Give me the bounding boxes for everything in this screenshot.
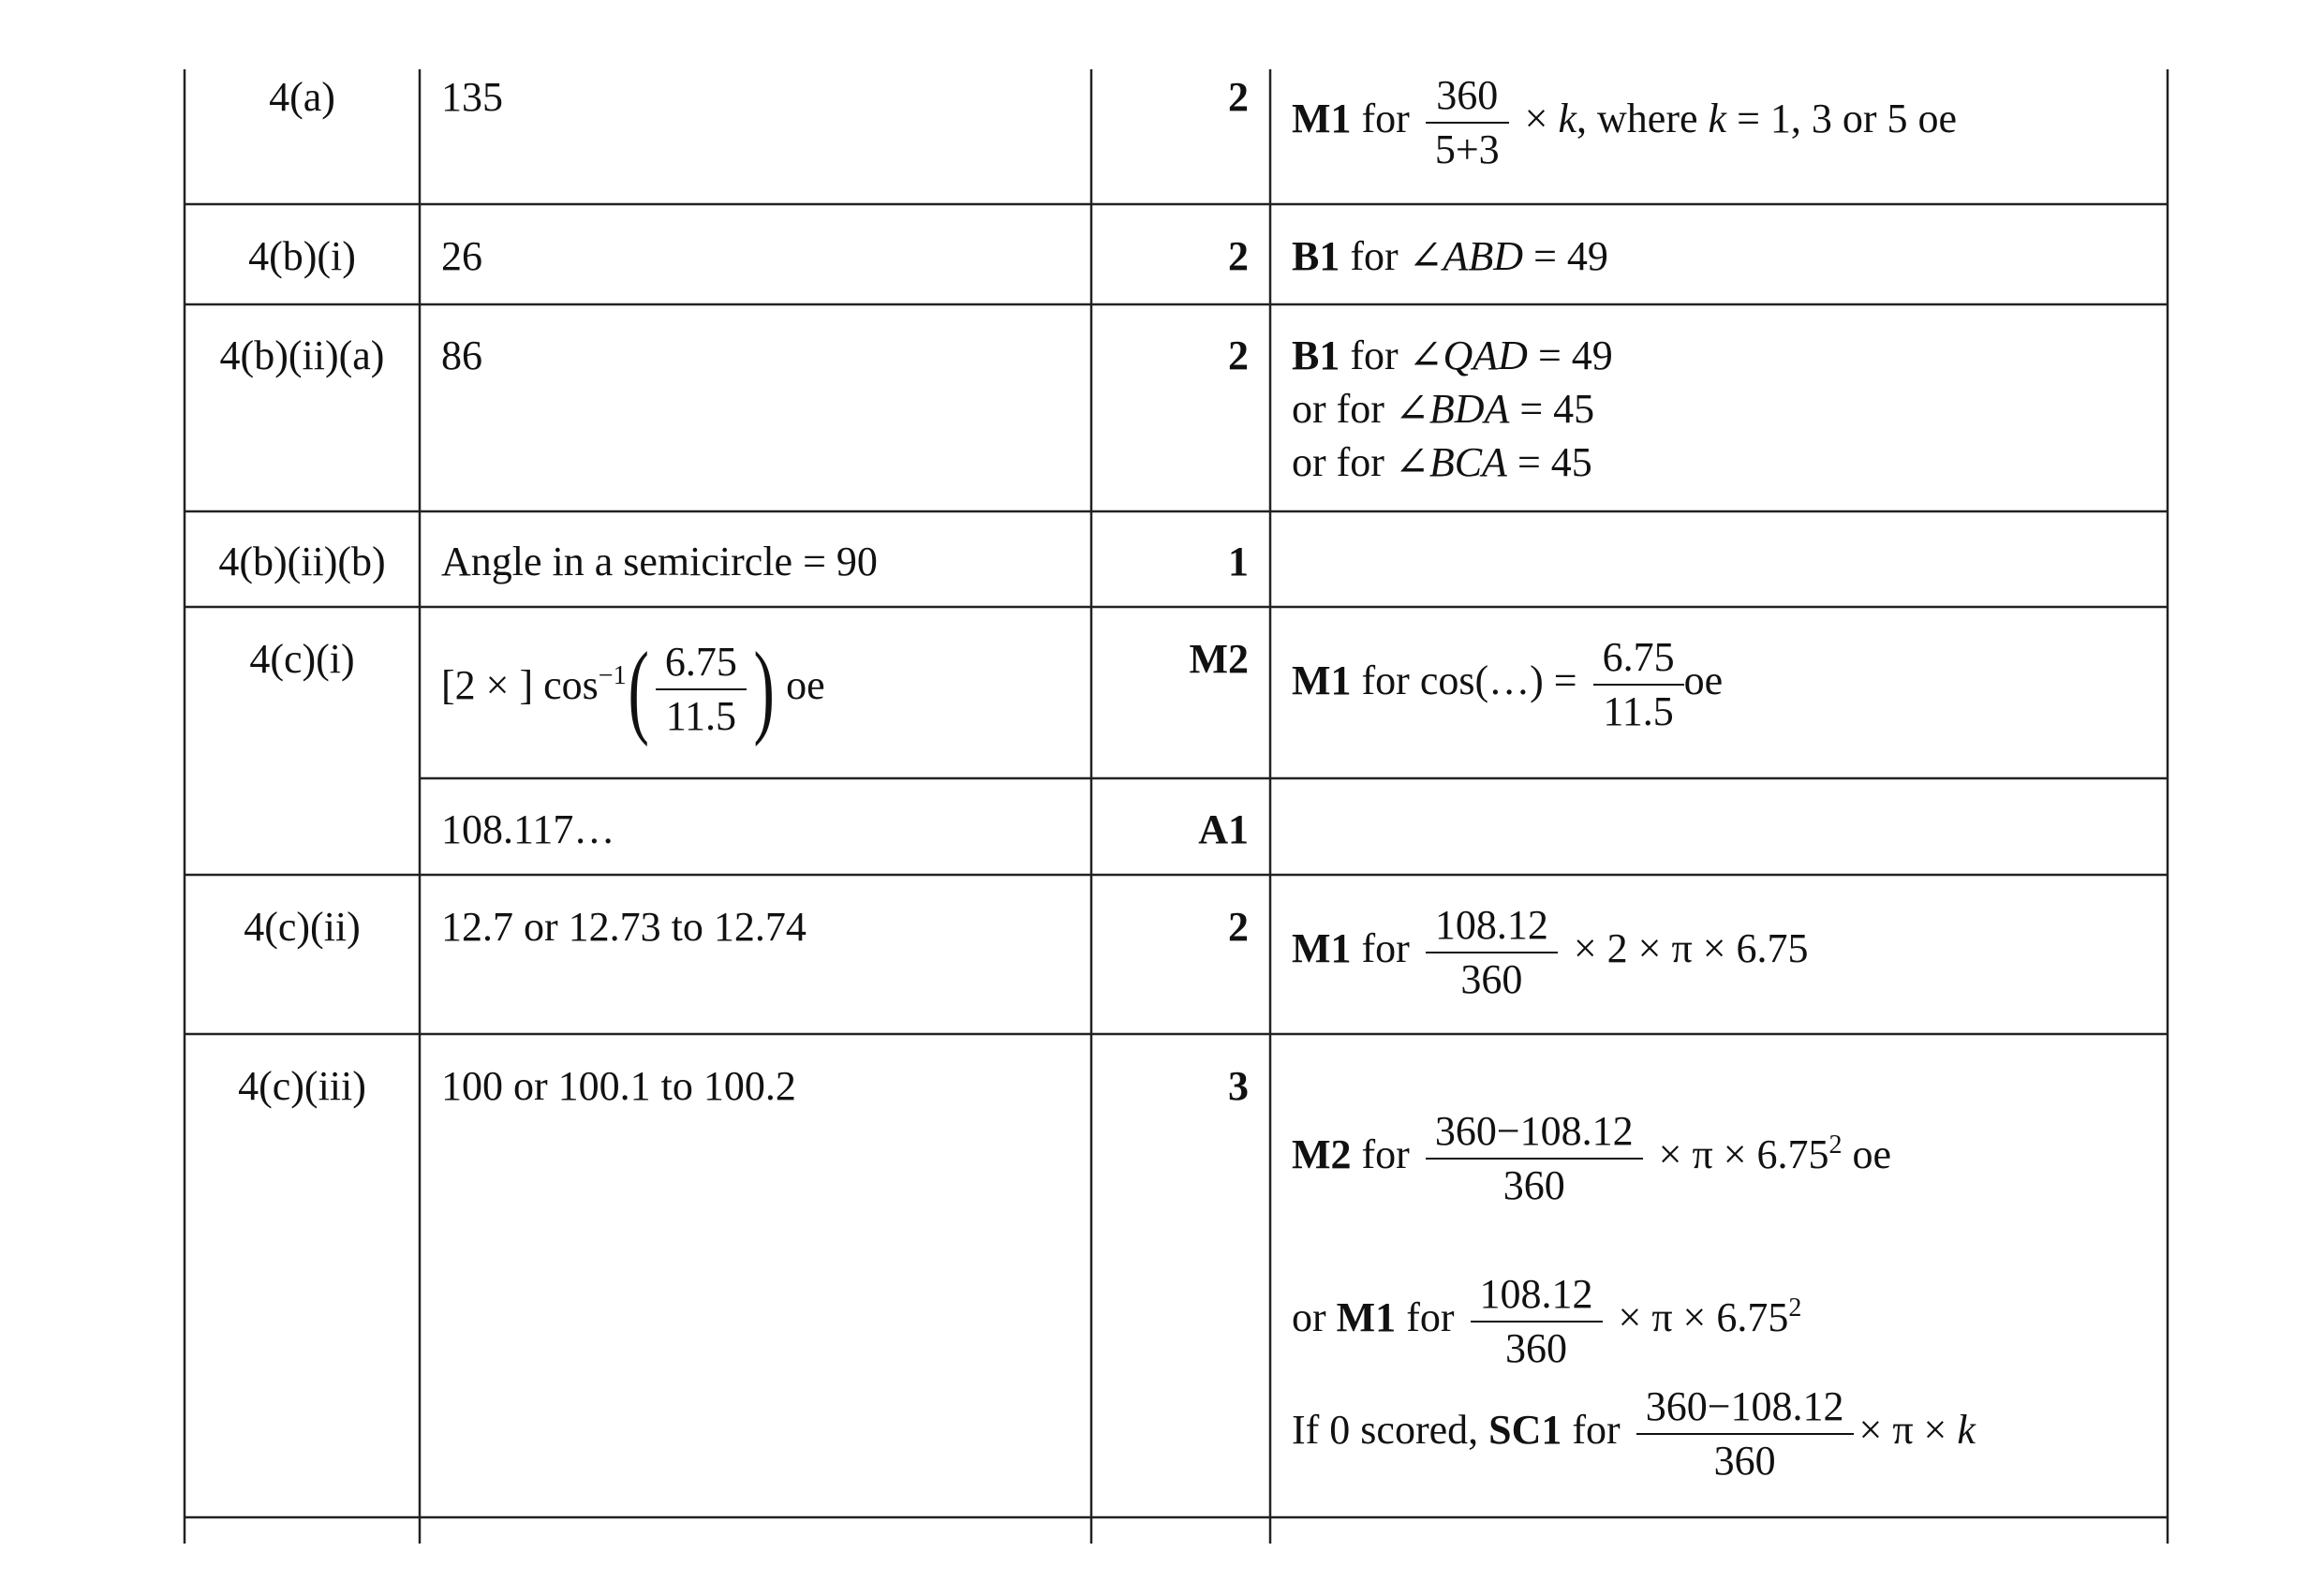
- for-text: for: [1361, 1131, 1410, 1178]
- answer-fragment: oe: [786, 662, 825, 709]
- question-label: 4(a): [269, 74, 335, 120]
- answer-text: 26: [441, 233, 482, 279]
- for-text: for: [1572, 1407, 1621, 1454]
- notes-line: [1292, 386, 1595, 432]
- notes-line: [1292, 332, 1613, 378]
- notes-line: [1292, 1383, 1976, 1484]
- for-text: for: [1361, 925, 1410, 972]
- fraction-numerator: 360−108.12: [1426, 1111, 1643, 1160]
- fraction: [1471, 1271, 1603, 1371]
- notes-line: [1292, 1108, 1892, 1208]
- answer-expression: [441, 631, 825, 747]
- mark-value: 1: [1228, 539, 1249, 584]
- mark-value: 2: [1228, 233, 1249, 279]
- mark-value: 2: [1228, 904, 1249, 950]
- mark-value: M2: [1189, 636, 1249, 682]
- notes-text: [1292, 233, 1608, 279]
- fraction-numerator: 6.75: [656, 642, 747, 690]
- superscript: 2: [1788, 1293, 1802, 1323]
- notes-line: [1292, 1271, 1802, 1371]
- notes-fragment: × π × 6.75: [1618, 1294, 1789, 1341]
- angle-name: BDA: [1428, 386, 1510, 432]
- answer-text: Angle in a semicircle = 90: [441, 539, 878, 584]
- fraction-denominator: 360: [1502, 1162, 1565, 1208]
- answer-text: 86: [441, 332, 482, 378]
- notes-fragment: ×: [1524, 96, 1559, 142]
- fraction-numerator: 6.75: [1593, 637, 1684, 686]
- fraction-numerator: 360−108.12: [1636, 1386, 1854, 1435]
- mark-code: B1: [1292, 332, 1340, 378]
- notes-fragment: = 49: [1523, 233, 1608, 279]
- for-text: for: [1361, 96, 1410, 142]
- fraction: [656, 639, 747, 739]
- notes-fragment: or for ∠: [1292, 439, 1429, 485]
- mark-code: M1: [1292, 658, 1352, 704]
- answer-text: 108.117…: [441, 806, 615, 852]
- mark-code: SC1: [1488, 1407, 1562, 1454]
- fraction-denominator: 11.5: [1603, 688, 1674, 734]
- answer-text: 12.7 or 12.73 to 12.74: [441, 904, 807, 950]
- answer-fragment: [2 × ] cos: [441, 662, 599, 709]
- notes-fragment: = 45: [1509, 386, 1595, 432]
- notes-text: [1292, 902, 1809, 1002]
- mark-value: 3: [1228, 1063, 1249, 1109]
- notes-fragment: for cos(…) =: [1361, 658, 1577, 704]
- for-text: for: [1406, 1294, 1455, 1341]
- notes-fragment: oe: [1683, 658, 1724, 704]
- fraction-numerator: 108.12: [1471, 1274, 1603, 1323]
- notes-fragment: × 2 × π × 6.75: [1573, 925, 1809, 972]
- angle-name: ABD: [1443, 233, 1524, 279]
- notes-fragment: = 1, 3 or 5 oe: [1726, 96, 1958, 142]
- notes-fragment: × π ×: [1858, 1407, 1958, 1454]
- notes-fragment: × π × 6.75: [1658, 1131, 1829, 1178]
- question-label: 4(b)(ii)(a): [219, 332, 385, 378]
- notes-fragment: = 45: [1506, 439, 1592, 485]
- fraction: [1426, 72, 1509, 172]
- notes-fragment: = 49: [1527, 332, 1613, 378]
- answer-text: 135: [441, 74, 503, 120]
- fraction-denominator: 360: [1713, 1438, 1776, 1484]
- question-label: 4(c)(ii): [244, 904, 361, 950]
- fraction: [1636, 1383, 1854, 1484]
- left-paren-icon: (: [628, 631, 649, 747]
- fraction-denominator: 360: [1505, 1325, 1567, 1371]
- question-label: 4(b)(ii)(b): [218, 539, 386, 584]
- mark-value: A1: [1198, 806, 1249, 852]
- variable-k: k: [1957, 1407, 1976, 1454]
- mark-value: 2: [1228, 74, 1249, 120]
- mark-code: M2: [1292, 1131, 1352, 1178]
- fraction: [1426, 1108, 1643, 1208]
- fraction-denominator: 360: [1460, 956, 1523, 1002]
- mark-code: M1: [1292, 925, 1352, 972]
- mark-code: M1: [1292, 96, 1352, 142]
- fraction-numerator: 360: [1426, 75, 1509, 124]
- notes-fragment: , where: [1576, 96, 1709, 142]
- superscript: −1: [598, 661, 627, 691]
- notes-text: [1292, 72, 1958, 172]
- question-label: 4(c)(iii): [238, 1063, 366, 1109]
- notes-text: [1292, 634, 1724, 734]
- notes-line: [1292, 439, 1592, 485]
- notes-fragment: for ∠: [1350, 332, 1443, 378]
- variable-k: k: [1708, 96, 1727, 142]
- question-label: 4(c)(i): [249, 636, 355, 682]
- variable-k: k: [1558, 96, 1577, 142]
- fraction: [1593, 634, 1684, 734]
- notes-fragment: for ∠: [1350, 233, 1443, 279]
- answer-text: 100 or 100.1 to 100.2: [441, 1063, 796, 1109]
- fraction-denominator: 11.5: [665, 693, 737, 739]
- notes-fragment: or for ∠: [1292, 386, 1429, 432]
- mark-value: 2: [1228, 332, 1249, 378]
- mark-code: M1: [1336, 1294, 1397, 1341]
- question-label: 4(b)(i): [248, 233, 356, 279]
- mark-code: B1: [1292, 233, 1340, 279]
- angle-name: BCA: [1428, 439, 1507, 485]
- superscript: 2: [1828, 1130, 1843, 1160]
- fraction-numerator: 108.12: [1426, 905, 1558, 953]
- fraction-denominator: 5+3: [1434, 126, 1500, 172]
- angle-name: QAD: [1443, 332, 1528, 378]
- right-paren-icon: ): [753, 631, 775, 747]
- notes-fragment: oe: [1842, 1131, 1892, 1178]
- notes-fragment: or: [1292, 1294, 1337, 1341]
- notes-fragment: If 0 scored,: [1292, 1407, 1489, 1454]
- fraction: [1426, 902, 1558, 1002]
